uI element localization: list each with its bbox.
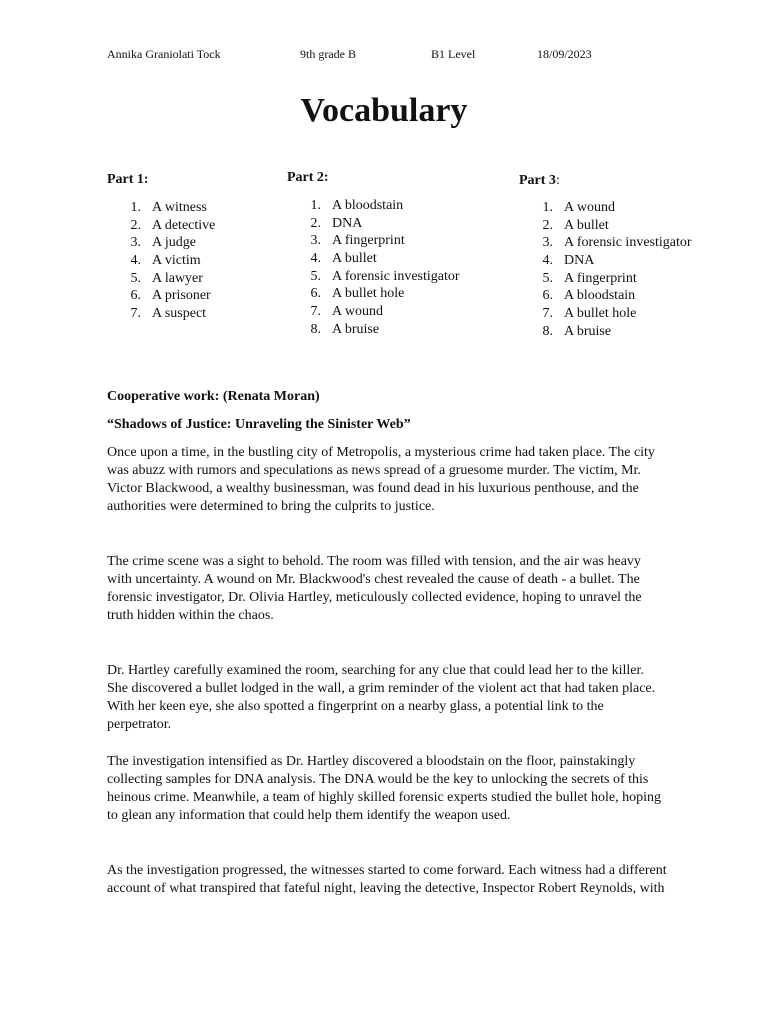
part-3-heading: Part 3: [519, 173, 560, 188]
list-item: 5. A lawyer [130, 270, 203, 286]
page-title: Vocabulary [300, 92, 468, 129]
list-item: 1. A wound [542, 200, 615, 215]
list-item: 1. A witness [130, 200, 207, 215]
level-label: B1 Level [431, 47, 476, 61]
part-2-heading: Part 2: [287, 170, 329, 185]
list-item: 6. A prisoner [130, 288, 211, 304]
list-item: 2. DNA [310, 215, 363, 231]
list-item: 6. A bullet hole [310, 286, 405, 302]
list-item: 7. A suspect [130, 306, 207, 322]
story-paragraph-2: The crime scene was a sight to behold. The room was filled with tension, and the air was heavy with uncertainty. A wound on Mr. Blackwood's chest revealed the cause of death - a bullet. The forensic investigator, Dr. Olivia Hartley, meticulously collected evidence, hoping to unravel the truth hidden within the chaos. [107, 554, 642, 624]
list-item: 4. DNA [542, 253, 595, 269]
list-item: 4. A bullet [310, 251, 377, 267]
list-item: 5. A fingerprint [542, 270, 637, 286]
cooperative-work-label: Cooperative work: (Renata Moran) [107, 389, 320, 404]
grade-label: 9th grade B [300, 47, 356, 61]
list-item: 3. A judge [130, 235, 196, 251]
part-1-list [120, 199, 215, 323]
list-item: 7. A wound [310, 304, 383, 320]
date-label: 18/09/2023 [537, 47, 592, 61]
list-item: 8. A bruise [542, 323, 612, 339]
part-2-list [300, 197, 460, 339]
list-item: 2. A detective [130, 217, 216, 233]
list-item: 8. A bruise [310, 321, 380, 337]
list-item: 4. A victim [130, 253, 201, 269]
story-paragraph-3: Dr. Hartley carefully examined the room, searching for any clue that could lead her to the killer. She discovered a bullet lodged in the wall, a grim reminder of the violent act that had taken place. With her keen eye, she also spotted a fingerprint on a nearby glass, a potential link to the perpetrator. [107, 663, 656, 733]
list-item: 6. A bloodstain [542, 288, 636, 304]
list-item: 5. A forensic investigator [310, 268, 460, 284]
story-paragraph-1: Once upon a time, in the bustling city of Metropolis, a mysterious crime had taken place. The city was abuzz with rumors and speculations as news spread of a gruesome murder. The victim, Mr. Victor Blackwood, a wealthy businessman, was found dead in his luxurious penthouse, and the authorities were determined to bring the culprits to justice. [107, 445, 655, 515]
part-1-heading: Part 1: [107, 172, 149, 187]
part-3-list [532, 199, 692, 341]
story-paragraph-4: The investigation intensified as Dr. Hartley discovered a bloodstain on the floor, painstakingly collecting samples for DNA analysis. The DNA would be the key to unlocking the secrets of this heinous crime. Meanwhile, a team of highly skilled forensic experts studied the bullet hole, hoping to glean any information that could help them identify the weapon used. [107, 754, 662, 824]
story-paragraph-5: As the investigation progressed, the witnesses started to come forward. Each witness had a different account of what transpired that fateful night, leaving the detective, Inspector Robert Reynolds, with [107, 863, 667, 897]
list-item: 1. A bloodstain [310, 198, 404, 213]
story-title: “Shadows of Justice: Unraveling the Sinister Web” [107, 417, 411, 432]
list-item: 3. A fingerprint [310, 233, 405, 249]
student-name: Annika Graniolati Tock [107, 47, 221, 61]
list-item: 7. A bullet hole [542, 306, 637, 322]
list-item: 2. A bullet [542, 217, 609, 233]
list-item: 3. A forensic investigator [542, 235, 692, 251]
